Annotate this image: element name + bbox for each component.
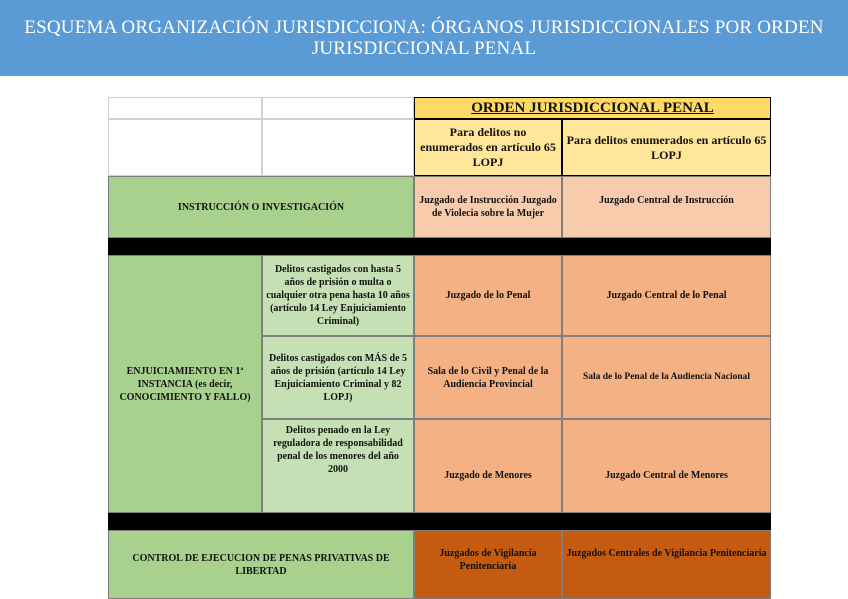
instruccion-enumerados: Juzgado Central de Instrucción [562, 176, 771, 238]
row-3-no-enumerados: Juzgado de Menores [414, 419, 562, 513]
blank-cell [262, 119, 414, 176]
row-2-no-enumerados: Sala de lo Civil y Penal de la Audiencia Provincial [414, 336, 562, 419]
row-3-enumerados: Juzgado Central de Menores [562, 419, 771, 513]
delito-row-1: Delitos castigados con hasta 5 años de prisión o multa o cualquier otra pena hasta 10 años (artículo 14 Ley Enjuiciamiento Criminal) [262, 255, 414, 336]
blank-cell [262, 97, 414, 119]
blank-cell [108, 97, 262, 119]
separator-bar [108, 238, 771, 255]
enjuiciamiento-label: ENJUICIAMIENTO EN 1ª INSTANCIA (es decir, CONOCIMIENTO Y FALLO) [108, 255, 262, 513]
title-banner [0, 0, 848, 76]
col-header-enumerados: Para delitos enumerados en artículo 65 LOPJ [562, 119, 771, 176]
control-label: CONTROL DE EJECUCION DE PENAS PRIVATIVAS DE LIBERTAD [108, 530, 414, 599]
separator-bar [108, 513, 771, 530]
page-title: ESQUEMA ORGANIZACIÓN JURISDICCIONA: ÓRGANOS JURISDICCIONALES POR ORDEN JURISDICCIONAL PENAL [24, 17, 824, 59]
delito-row-3: Delitos penado en la Ley reguladora de responsabilidad penal de los menores del año 2000 [262, 419, 414, 513]
row-2-enumerados: Sala de lo Penal de la Audiencia Nacional [562, 336, 771, 419]
control-no-enumerados: Juzgados de Vigilancia Penitenciaria [414, 530, 562, 599]
col-header-no-enumerados: Para delitos no enumerados en artículo 65 LOPJ [414, 119, 562, 176]
row-1-enumerados: Juzgado Central de lo Penal [562, 255, 771, 336]
control-enumerados: Juzgados Centrales de Vigilancia Penitenciaria [562, 530, 771, 599]
instruccion-no-enumerados: Juzgado de Instrucción Juzgado de Violecia sobre la Mujer [414, 176, 562, 238]
instruccion-label: INSTRUCCIÓN O INVESTIGACIÓN [108, 176, 414, 238]
blank-cell [108, 119, 262, 176]
delito-row-2: Delitos castigados con MÁS de 5 años de prisión (artículo 14 Ley Enjuiciamiento Criminal y 82 LOPJ) [262, 336, 414, 419]
row-1-no-enumerados: Juzgado de lo Penal [414, 255, 562, 336]
main-header: ORDEN JURISDICCIONAL PENAL [414, 97, 771, 119]
